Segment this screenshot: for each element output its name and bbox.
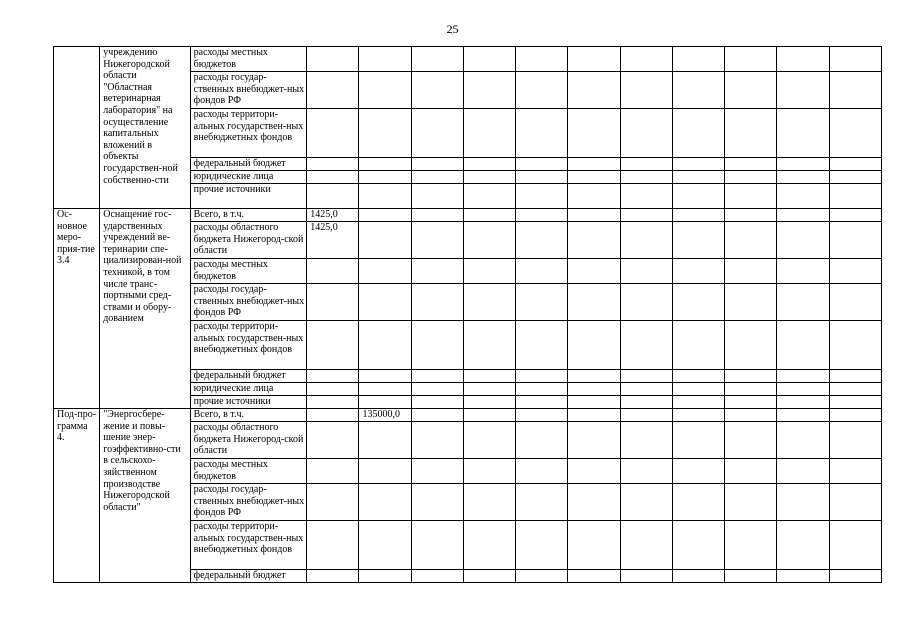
empty-cell: [829, 72, 881, 109]
empty-cell: [672, 284, 724, 321]
source-label: расходы местных бюджетов: [190, 47, 307, 72]
empty-cell: [777, 321, 829, 370]
value-cell: [359, 570, 411, 583]
empty-cell: [672, 521, 724, 570]
empty-cell: [463, 209, 515, 222]
source-label: федеральный бюджет: [190, 158, 307, 171]
empty-cell: [620, 284, 672, 321]
empty-cell: [620, 521, 672, 570]
empty-cell: [463, 259, 515, 284]
empty-cell: [516, 109, 568, 158]
empty-cell: [411, 396, 463, 409]
empty-cell: [620, 209, 672, 222]
empty-cell: [463, 222, 515, 259]
empty-cell: [516, 370, 568, 383]
empty-cell: [829, 209, 881, 222]
empty-cell: [725, 570, 777, 583]
empty-cell: [568, 171, 620, 184]
source-label: Всего, в т.ч.: [190, 409, 307, 422]
empty-cell: [725, 284, 777, 321]
empty-cell: [620, 459, 672, 484]
empty-cell: [672, 570, 724, 583]
empty-cell: [620, 222, 672, 259]
empty-cell: [568, 47, 620, 72]
empty-cell: [725, 422, 777, 459]
empty-cell: [777, 370, 829, 383]
table-row: [54, 47, 882, 72]
source-label: федеральный бюджет: [190, 370, 307, 383]
empty-cell: [411, 47, 463, 72]
empty-cell: [829, 47, 881, 72]
empty-cell: [777, 484, 829, 521]
value-cell: [307, 109, 359, 158]
value-cell: [307, 171, 359, 184]
empty-cell: [672, 184, 724, 209]
source-label: прочие источники: [190, 184, 307, 209]
empty-cell: [777, 521, 829, 570]
empty-cell: [777, 259, 829, 284]
value-cell: [307, 284, 359, 321]
source-label: прочие источники: [190, 396, 307, 409]
empty-cell: [568, 370, 620, 383]
empty-cell: [620, 171, 672, 184]
empty-cell: [463, 370, 515, 383]
empty-cell: [672, 47, 724, 72]
empty-cell: [725, 396, 777, 409]
empty-cell: [516, 184, 568, 209]
empty-cell: [568, 321, 620, 370]
empty-cell: [463, 158, 515, 171]
empty-cell: [411, 422, 463, 459]
empty-cell: [829, 184, 881, 209]
empty-cell: [411, 171, 463, 184]
empty-cell: [777, 284, 829, 321]
row-code: [54, 47, 100, 209]
value-cell: [359, 259, 411, 284]
empty-cell: [568, 259, 620, 284]
empty-cell: [516, 72, 568, 109]
value-cell: [307, 383, 359, 396]
empty-cell: [411, 158, 463, 171]
empty-cell: [411, 184, 463, 209]
empty-cell: [411, 259, 463, 284]
empty-cell: [672, 459, 724, 484]
empty-cell: [620, 158, 672, 171]
budget-table: [53, 46, 882, 583]
empty-cell: [829, 521, 881, 570]
value-cell: [359, 396, 411, 409]
empty-cell: [568, 422, 620, 459]
empty-cell: [777, 383, 829, 396]
empty-cell: [411, 383, 463, 396]
empty-cell: [516, 396, 568, 409]
source-label: расходы государ-ственных внебюджет-ных фондов РФ: [190, 72, 307, 109]
empty-cell: [568, 184, 620, 209]
empty-cell: [463, 72, 515, 109]
empty-cell: [829, 570, 881, 583]
empty-cell: [568, 222, 620, 259]
value-cell: 1425,0: [307, 222, 359, 259]
empty-cell: [777, 396, 829, 409]
empty-cell: [516, 209, 568, 222]
value-cell: [307, 259, 359, 284]
value-cell: [359, 521, 411, 570]
empty-cell: [777, 109, 829, 158]
empty-cell: [516, 570, 568, 583]
empty-cell: [777, 409, 829, 422]
empty-cell: [777, 422, 829, 459]
value-cell: [359, 47, 411, 72]
empty-cell: [516, 321, 568, 370]
empty-cell: [725, 72, 777, 109]
empty-cell: [516, 259, 568, 284]
empty-cell: [725, 259, 777, 284]
source-label: расходы местных бюджетов: [190, 459, 307, 484]
empty-cell: [620, 370, 672, 383]
empty-cell: [829, 109, 881, 158]
empty-cell: [568, 484, 620, 521]
empty-cell: [777, 209, 829, 222]
empty-cell: [463, 47, 515, 72]
empty-cell: [620, 484, 672, 521]
source-label: расходы государ-ственных внебюджет-ных фондов РФ: [190, 484, 307, 521]
empty-cell: [568, 521, 620, 570]
value-cell: [307, 521, 359, 570]
empty-cell: [463, 321, 515, 370]
value-cell: [359, 109, 411, 158]
empty-cell: [568, 409, 620, 422]
value-cell: [307, 321, 359, 370]
empty-cell: [672, 409, 724, 422]
value-cell: [307, 570, 359, 583]
empty-cell: [672, 484, 724, 521]
empty-cell: [725, 158, 777, 171]
source-label: юридические лица: [190, 383, 307, 396]
table-row: [54, 409, 882, 422]
empty-cell: [672, 209, 724, 222]
empty-cell: [672, 422, 724, 459]
empty-cell: [829, 459, 881, 484]
value-cell: [359, 171, 411, 184]
value-cell: [359, 459, 411, 484]
empty-cell: [463, 396, 515, 409]
empty-cell: [568, 158, 620, 171]
empty-cell: [568, 570, 620, 583]
empty-cell: [568, 72, 620, 109]
empty-cell: [672, 396, 724, 409]
empty-cell: [516, 158, 568, 171]
table-row: [54, 209, 882, 222]
empty-cell: [829, 396, 881, 409]
source-label: расходы областного бюджета Нижегород-ской области: [190, 422, 307, 459]
empty-cell: [725, 171, 777, 184]
empty-cell: [463, 422, 515, 459]
source-label: расходы территори-альных государствен-ных внебюджетных фондов: [190, 109, 307, 158]
empty-cell: [516, 47, 568, 72]
empty-cell: [463, 484, 515, 521]
empty-cell: [725, 321, 777, 370]
empty-cell: [620, 396, 672, 409]
row-code: Под-про-грамма 4.: [54, 409, 100, 583]
empty-cell: [620, 383, 672, 396]
empty-cell: [411, 409, 463, 422]
empty-cell: [829, 383, 881, 396]
empty-cell: [411, 370, 463, 383]
empty-cell: [672, 158, 724, 171]
empty-cell: [725, 459, 777, 484]
source-label: расходы областного бюджета Нижегород-ской области: [190, 222, 307, 259]
empty-cell: [568, 284, 620, 321]
empty-cell: [672, 109, 724, 158]
empty-cell: [672, 171, 724, 184]
value-cell: 1425,0: [307, 209, 359, 222]
empty-cell: [516, 222, 568, 259]
value-cell: [307, 396, 359, 409]
empty-cell: [516, 383, 568, 396]
empty-cell: [672, 259, 724, 284]
empty-cell: [568, 396, 620, 409]
empty-cell: [725, 383, 777, 396]
empty-cell: [463, 409, 515, 422]
empty-cell: [620, 72, 672, 109]
empty-cell: [516, 171, 568, 184]
empty-cell: [672, 370, 724, 383]
empty-cell: [672, 321, 724, 370]
empty-cell: [463, 459, 515, 484]
empty-cell: [725, 184, 777, 209]
empty-cell: [568, 383, 620, 396]
empty-cell: [829, 171, 881, 184]
value-cell: [359, 321, 411, 370]
empty-cell: [725, 484, 777, 521]
empty-cell: [620, 422, 672, 459]
value-cell: [359, 209, 411, 222]
empty-cell: [777, 47, 829, 72]
empty-cell: [829, 484, 881, 521]
source-label: Всего, в т.ч.: [190, 209, 307, 222]
value-cell: [359, 383, 411, 396]
empty-cell: [516, 284, 568, 321]
empty-cell: [463, 383, 515, 396]
empty-cell: [829, 284, 881, 321]
empty-cell: [672, 383, 724, 396]
empty-cell: [777, 570, 829, 583]
empty-cell: [411, 284, 463, 321]
value-cell: [359, 158, 411, 171]
source-label: расходы государ-ственных внебюджет-ных фондов РФ: [190, 284, 307, 321]
value-cell: [307, 409, 359, 422]
row-name: "Энергосбере-жение и повы-шение энер-гоэффективно-сти в сельскохо-зяйственном производстве Нижегородской области": [100, 409, 190, 583]
empty-cell: [516, 459, 568, 484]
empty-cell: [463, 284, 515, 321]
value-cell: [307, 47, 359, 72]
empty-cell: [620, 47, 672, 72]
empty-cell: [777, 158, 829, 171]
empty-cell: [777, 184, 829, 209]
empty-cell: [672, 72, 724, 109]
empty-cell: [568, 109, 620, 158]
empty-cell: [463, 570, 515, 583]
empty-cell: [725, 409, 777, 422]
value-cell: [359, 284, 411, 321]
empty-cell: [411, 109, 463, 158]
empty-cell: [463, 171, 515, 184]
empty-cell: [411, 459, 463, 484]
empty-cell: [620, 184, 672, 209]
value-cell: [359, 72, 411, 109]
empty-cell: [777, 222, 829, 259]
source-label: федеральный бюджет: [190, 570, 307, 583]
empty-cell: [516, 521, 568, 570]
empty-cell: [620, 321, 672, 370]
empty-cell: [411, 484, 463, 521]
empty-cell: [829, 321, 881, 370]
value-cell: 135000,0: [359, 409, 411, 422]
empty-cell: [725, 521, 777, 570]
empty-cell: [777, 171, 829, 184]
empty-cell: [411, 321, 463, 370]
empty-cell: [463, 109, 515, 158]
source-label: расходы территори-альных государствен-ных внебюджетных фондов: [190, 521, 307, 570]
empty-cell: [411, 209, 463, 222]
empty-cell: [516, 422, 568, 459]
value-cell: [307, 459, 359, 484]
value-cell: [307, 370, 359, 383]
empty-cell: [411, 521, 463, 570]
empty-cell: [777, 459, 829, 484]
empty-cell: [620, 570, 672, 583]
source-label: расходы территори-альных государствен-ных внебюджетных фондов: [190, 321, 307, 370]
empty-cell: [516, 484, 568, 521]
empty-cell: [516, 409, 568, 422]
empty-cell: [829, 370, 881, 383]
empty-cell: [725, 370, 777, 383]
empty-cell: [411, 570, 463, 583]
page-number: 25: [446, 22, 459, 36]
value-cell: [307, 72, 359, 109]
value-cell: [307, 184, 359, 209]
value-cell: [359, 184, 411, 209]
source-label: юридические лица: [190, 171, 307, 184]
value-cell: [359, 484, 411, 521]
empty-cell: [725, 109, 777, 158]
empty-cell: [725, 47, 777, 72]
empty-cell: [829, 259, 881, 284]
row-name: Оснащение гос-ударственных учреждений ве-теринарии спе-циализирован-ной техникой, в том числе транс-портными сред-ствами и обору-дованием: [100, 209, 190, 409]
value-cell: [359, 422, 411, 459]
empty-cell: [725, 222, 777, 259]
empty-cell: [463, 521, 515, 570]
empty-cell: [829, 222, 881, 259]
empty-cell: [620, 109, 672, 158]
empty-cell: [829, 158, 881, 171]
row-code: Ос-новное меро-прия-тие 3.4: [54, 209, 100, 409]
empty-cell: [777, 72, 829, 109]
empty-cell: [411, 72, 463, 109]
empty-cell: [568, 209, 620, 222]
value-cell: [359, 370, 411, 383]
empty-cell: [620, 409, 672, 422]
empty-cell: [725, 209, 777, 222]
value-cell: [307, 158, 359, 171]
empty-cell: [463, 184, 515, 209]
empty-cell: [829, 409, 881, 422]
empty-cell: [411, 222, 463, 259]
value-cell: [307, 484, 359, 521]
source-label: расходы местных бюджетов: [190, 259, 307, 284]
row-name: учреждению Нижегородской области "Областная ветеринарная лаборатория" на осуществление капитальных вложений в объекты государствен-ной собственно-сти: [100, 47, 190, 209]
empty-cell: [672, 222, 724, 259]
empty-cell: [829, 422, 881, 459]
value-cell: [307, 422, 359, 459]
value-cell: [359, 222, 411, 259]
empty-cell: [568, 459, 620, 484]
empty-cell: [620, 259, 672, 284]
